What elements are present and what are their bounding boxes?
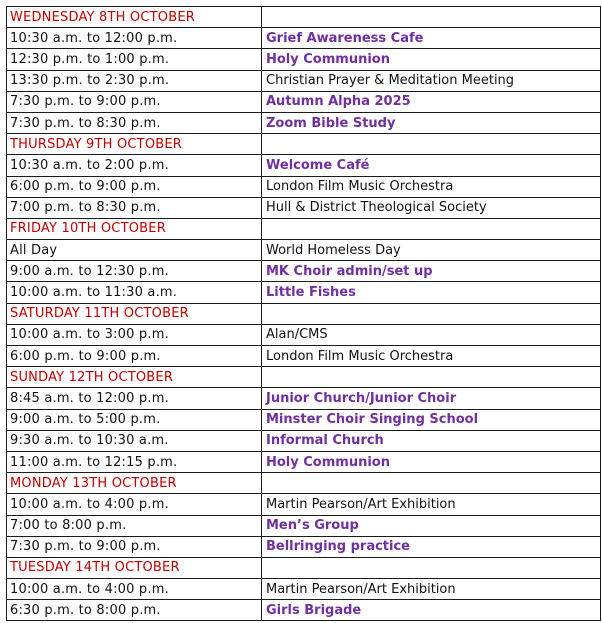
event-row [7,282,601,303]
event-row [7,324,601,345]
event-time: 9:00 a.m. to 12:30 p.m. [7,261,262,282]
event-row [7,49,601,70]
day-header-row [7,557,601,578]
event-time: All Day [7,240,262,261]
event-row [7,494,601,515]
event-name: Welcome Café [262,155,601,176]
event-name: MK Choir admin/set up [262,261,601,282]
event-row [7,197,601,218]
day-header-row [7,473,601,494]
event-time: 6:00 p.m. to 9:00 p.m. [7,346,262,367]
event-name: London Film Music Orchestra [262,176,601,197]
day-heading: THURSDAY 9TH OCTOBER [7,134,262,155]
event-row [7,112,601,133]
event-time: 7:00 to 8:00 p.m. [7,515,262,536]
event-row [7,579,601,600]
event-name: Hull & District Theological Society [262,197,601,218]
event-name: Grief Awareness Cafe [262,28,601,49]
event-row [7,409,601,430]
day-heading: MONDAY 13TH OCTOBER [7,473,262,494]
event-name: Martin Pearson/Art Exhibition [262,579,601,600]
event-time: 12:30 p.m. to 1:00 p.m. [7,49,262,70]
event-time: 10:00 a.m. to 4:00 p.m. [7,494,262,515]
event-name: Autumn Alpha 2025 [262,91,601,112]
event-time: 9:00 a.m. to 5:00 p.m. [7,409,262,430]
day-heading-empty-cell [262,134,601,155]
event-time: 9:30 a.m. to 10:30 a.m. [7,430,262,451]
event-row [7,451,601,472]
event-row [7,70,601,91]
event-name: Minster Choir Singing School [262,409,601,430]
day-heading: WEDNESDAY 8TH OCTOBER [7,7,262,28]
event-row [7,176,601,197]
day-heading-empty-cell [262,473,601,494]
event-time: 10:00 a.m. to 4:00 p.m. [7,579,262,600]
event-name: Men’s Group [262,515,601,536]
event-time: 10:00 a.m. to 3:00 p.m. [7,324,262,345]
day-header-row [7,7,601,28]
day-heading-empty-cell [262,557,601,578]
day-header-row [7,134,601,155]
day-heading-empty-cell [262,303,601,324]
event-time: 8:45 a.m. to 12:00 p.m. [7,388,262,409]
day-heading: FRIDAY 10TH OCTOBER [7,218,262,239]
event-time: 10:30 a.m. to 2:00 p.m. [7,155,262,176]
day-heading: TUESDAY 14TH OCTOBER [7,557,262,578]
event-name: Alan/CMS [262,324,601,345]
day-header-row [7,218,601,239]
event-row [7,261,601,282]
event-time: 10:00 a.m. to 11:30 a.m. [7,282,262,303]
event-row [7,28,601,49]
event-time: 7:00 p.m. to 8:30 p.m. [7,197,262,218]
event-time: 10:30 a.m. to 12:00 p.m. [7,28,262,49]
event-time: 6:00 p.m. to 9:00 p.m. [7,176,262,197]
event-name: Little Fishes [262,282,601,303]
event-name: Zoom Bible Study [262,112,601,133]
event-time: 7:30 p.m. to 8:30 p.m. [7,112,262,133]
day-heading: SATURDAY 11TH OCTOBER [7,303,262,324]
event-name: Girls Brigade [262,600,601,621]
event-name: Junior Church/Junior Choir [262,388,601,409]
event-time: 13:30 p.m. to 2:30 p.m. [7,70,262,91]
event-name: Christian Prayer & Meditation Meeting [262,70,601,91]
event-row [7,155,601,176]
event-time: 6:30 p.m. to 8:00 p.m. [7,600,262,621]
event-row [7,388,601,409]
schedule-body [7,7,601,621]
day-header-row [7,303,601,324]
day-heading-empty-cell [262,7,601,28]
event-row [7,240,601,261]
event-name: Informal Church [262,430,601,451]
event-name: World Homeless Day [262,240,601,261]
event-name: Holy Communion [262,451,601,472]
event-row [7,536,601,557]
event-row [7,91,601,112]
schedule-table [6,6,601,621]
event-row [7,346,601,367]
day-heading: SUNDAY 12TH OCTOBER [7,367,262,388]
event-name: Bellringing practice [262,536,601,557]
event-name: Holy Communion [262,49,601,70]
event-time: 7:30 p.m. to 9:00 p.m. [7,91,262,112]
event-row [7,600,601,621]
day-heading-empty-cell [262,218,601,239]
event-row [7,515,601,536]
event-name: Martin Pearson/Art Exhibition [262,494,601,515]
event-time: 11:00 a.m. to 12:15 p.m. [7,451,262,472]
day-header-row [7,367,601,388]
day-heading-empty-cell [262,367,601,388]
event-time: 7:30 p.m. to 9:00 p.m. [7,536,262,557]
event-row [7,430,601,451]
event-name: London Film Music Orchestra [262,346,601,367]
